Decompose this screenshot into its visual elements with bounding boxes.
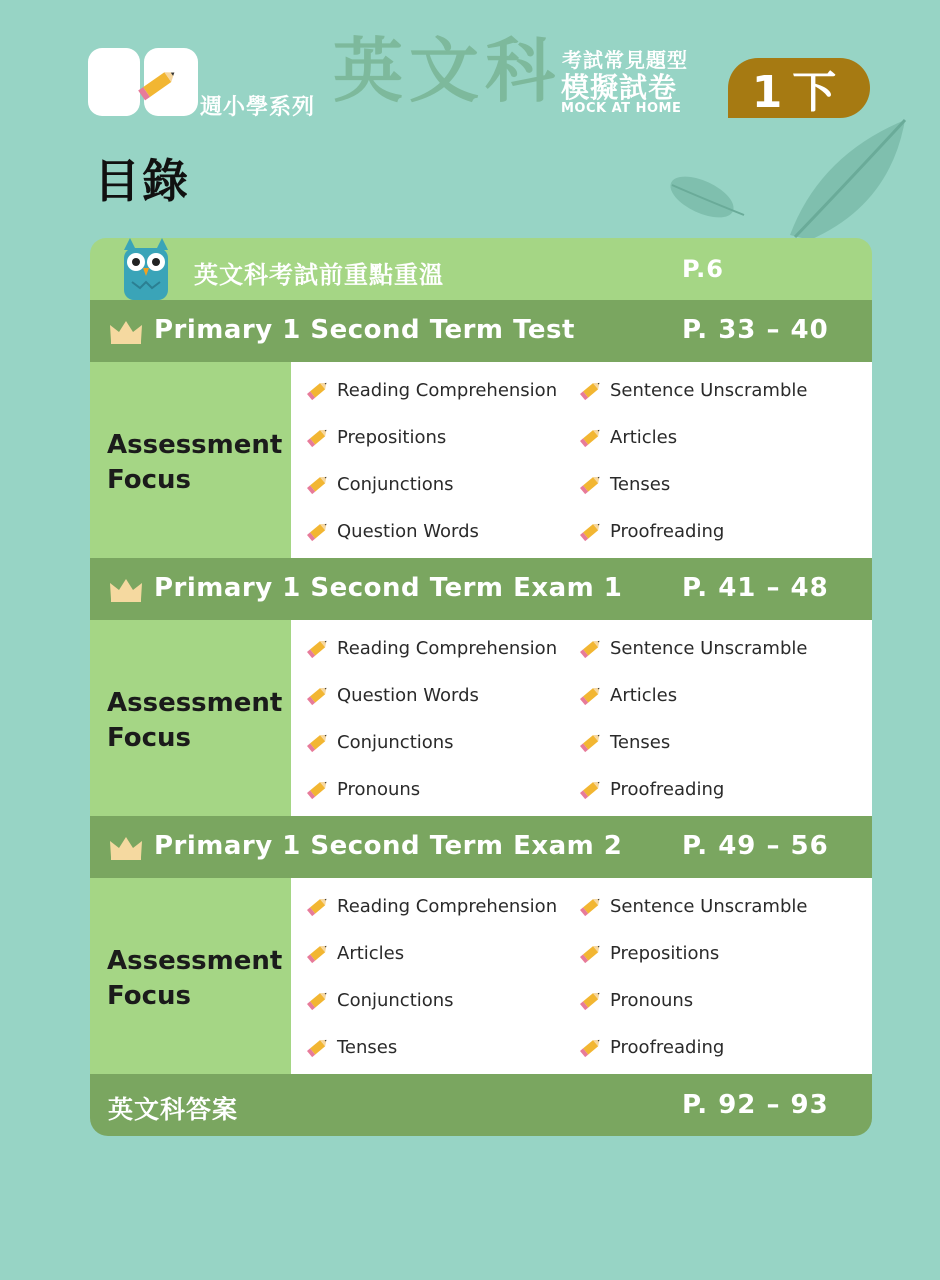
grade-badge: 1下 bbox=[728, 58, 870, 118]
assessment-focus-label: Assessment Focus bbox=[107, 430, 283, 495]
subject-title: 英文科 bbox=[333, 30, 561, 112]
focus-list bbox=[291, 878, 872, 1074]
item-label: Tenses bbox=[337, 1036, 398, 1058]
pencil-icon bbox=[580, 520, 602, 542]
table-of-contents bbox=[90, 238, 872, 1136]
list-item bbox=[307, 988, 454, 1012]
intro-row[interactable] bbox=[90, 238, 872, 300]
list-item bbox=[580, 683, 677, 707]
item-label: Reading Comprehension bbox=[337, 895, 558, 917]
section-title: Primary 1 Second Term Exam 2 bbox=[154, 831, 623, 861]
list-item bbox=[307, 777, 420, 801]
focus-list bbox=[291, 362, 872, 558]
logo-26-icon bbox=[88, 48, 198, 116]
subtitle-line3: MOCK AT HOME bbox=[561, 101, 682, 116]
list-item bbox=[580, 378, 807, 402]
crown-icon bbox=[108, 835, 144, 861]
pencil-icon bbox=[580, 637, 602, 659]
subtitle-line2: 模擬試卷 bbox=[561, 71, 678, 104]
item-label: Conjunctions bbox=[337, 989, 454, 1011]
pencil-icon bbox=[580, 895, 602, 917]
subtitle-line1: 考試常見題型 bbox=[562, 48, 688, 72]
item-label: Reading Comprehension bbox=[337, 379, 558, 401]
section-header[interactable] bbox=[90, 558, 872, 620]
pencil-icon bbox=[307, 942, 329, 964]
list-item bbox=[580, 636, 807, 660]
intro-page: P.6 bbox=[682, 255, 724, 283]
section-header[interactable] bbox=[90, 816, 872, 878]
item-label: Articles bbox=[610, 426, 678, 448]
pencil-icon bbox=[580, 731, 602, 753]
list-item bbox=[580, 941, 719, 965]
list-item bbox=[580, 894, 807, 918]
item-label: Pronouns bbox=[337, 778, 421, 800]
item-label: Conjunctions bbox=[337, 731, 454, 753]
section-title: Primary 1 Second Term Exam 1 bbox=[154, 573, 623, 603]
pencil-icon bbox=[580, 778, 602, 800]
list-item bbox=[580, 425, 677, 449]
item-label: Pronouns bbox=[610, 989, 694, 1011]
pencil-icon bbox=[307, 684, 329, 706]
list-item bbox=[580, 988, 693, 1012]
item-label: Sentence Unscramble bbox=[610, 379, 808, 401]
pencil-icon bbox=[307, 895, 329, 917]
list-item bbox=[307, 472, 454, 496]
section-body bbox=[90, 362, 872, 558]
list-item bbox=[307, 683, 479, 707]
list-item bbox=[307, 941, 404, 965]
intro-label: 英文科考試前重點重溫 bbox=[194, 261, 444, 289]
item-label: Reading Comprehension bbox=[337, 637, 558, 659]
list-item bbox=[307, 730, 454, 754]
item-label: Sentence Unscramble bbox=[610, 637, 808, 659]
pencil-icon bbox=[580, 473, 602, 495]
pencil-icon bbox=[580, 426, 602, 448]
pencil-icon bbox=[580, 1036, 602, 1058]
section-body bbox=[90, 620, 872, 816]
pencil-icon bbox=[307, 520, 329, 542]
crown-icon bbox=[108, 577, 144, 603]
list-item bbox=[580, 777, 724, 801]
item-label: Question Words bbox=[337, 520, 479, 542]
assessment-focus-label: Assessment Focus bbox=[107, 688, 283, 753]
item-label: Prepositions bbox=[610, 942, 720, 964]
section-pages: P. 41 – 48 bbox=[682, 573, 829, 603]
item-label: Proofreading bbox=[610, 1036, 725, 1058]
section-body bbox=[90, 878, 872, 1074]
list-item bbox=[580, 730, 670, 754]
pencil-icon bbox=[307, 473, 329, 495]
assessment-focus-label: Assessment Focus bbox=[107, 946, 283, 1011]
section-title: Primary 1 Second Term Test bbox=[154, 315, 575, 345]
list-item bbox=[580, 519, 724, 543]
answers-page: P. 92 – 93 bbox=[682, 1090, 829, 1120]
pencil-icon bbox=[307, 1036, 329, 1058]
item-label: Tenses bbox=[610, 473, 671, 495]
pencil-icon bbox=[307, 989, 329, 1011]
item-label: Question Words bbox=[337, 684, 479, 706]
pencil-icon bbox=[307, 637, 329, 659]
page-title: 目錄 bbox=[94, 154, 190, 208]
item-label: Tenses bbox=[610, 731, 671, 753]
pencil-icon bbox=[307, 379, 329, 401]
item-label: Articles bbox=[337, 942, 405, 964]
section-pages: P. 49 – 56 bbox=[682, 831, 829, 861]
pencil-icon bbox=[580, 684, 602, 706]
series-name: 週小學系列 bbox=[200, 95, 316, 120]
owl-icon bbox=[118, 238, 174, 300]
answers-label: 英文科答案 bbox=[108, 1095, 239, 1124]
focus-list bbox=[291, 620, 872, 816]
pencil-icon bbox=[307, 731, 329, 753]
pencil-icon bbox=[307, 778, 329, 800]
item-label: Conjunctions bbox=[337, 473, 454, 495]
item-label: Articles bbox=[610, 684, 678, 706]
item-label: Proofreading bbox=[610, 520, 725, 542]
list-item bbox=[580, 1035, 724, 1059]
pencil-icon bbox=[580, 379, 602, 401]
section-pages: P. 33 – 40 bbox=[682, 315, 829, 345]
list-item bbox=[307, 636, 557, 660]
answers-row[interactable] bbox=[90, 1074, 872, 1136]
list-item bbox=[307, 894, 557, 918]
section-header[interactable] bbox=[90, 300, 872, 362]
item-label: Sentence Unscramble bbox=[610, 895, 808, 917]
list-item bbox=[307, 425, 446, 449]
list-item bbox=[307, 1035, 397, 1059]
pencil-icon bbox=[580, 989, 602, 1011]
leaf-icon bbox=[660, 115, 920, 255]
crown-icon bbox=[108, 319, 144, 345]
list-item bbox=[307, 378, 557, 402]
pencil-icon bbox=[307, 426, 329, 448]
item-label: Proofreading bbox=[610, 778, 725, 800]
list-item bbox=[307, 519, 479, 543]
list-item bbox=[580, 472, 670, 496]
item-label: Prepositions bbox=[337, 426, 447, 448]
pencil-icon bbox=[580, 942, 602, 964]
